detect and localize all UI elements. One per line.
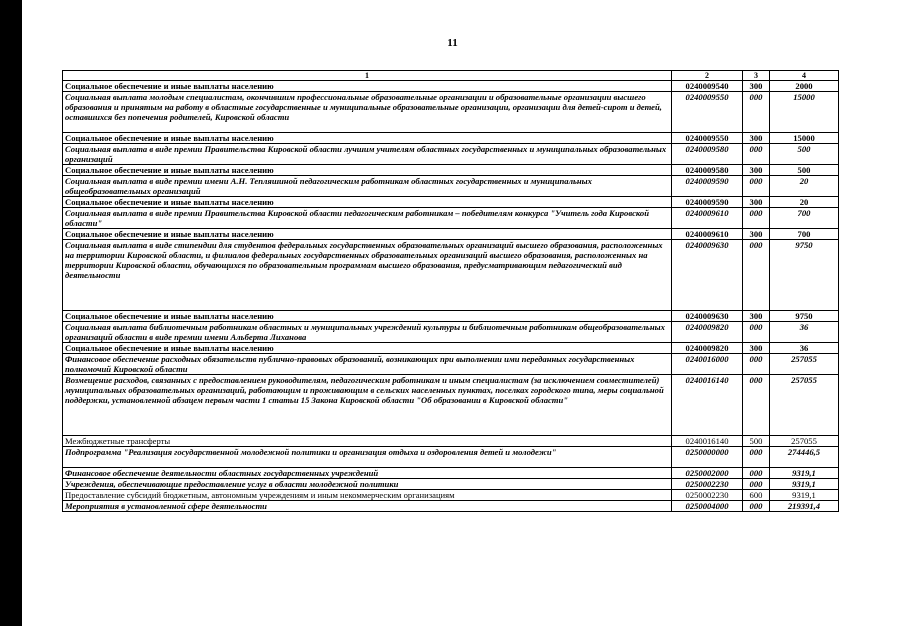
row-type: 000	[743, 501, 770, 512]
row-sum: 257055	[770, 436, 839, 447]
row-type: 000	[743, 479, 770, 490]
row-sum: 20	[770, 197, 839, 208]
table-row	[63, 229, 839, 240]
row-code: 0240009540	[672, 81, 743, 92]
row-type: 000	[743, 354, 770, 375]
table-row	[63, 81, 839, 92]
row-type: 300	[743, 81, 770, 92]
row-sum: 9319,1	[770, 490, 839, 501]
row-code: 0240016000	[672, 354, 743, 375]
page-bottom-margin	[0, 626, 905, 640]
row-sum: 2000	[770, 81, 839, 92]
row-sum: 9319,1	[770, 479, 839, 490]
header-col-4: 4	[770, 71, 839, 81]
row-code: 0240009550	[672, 92, 743, 133]
table-row	[63, 501, 839, 512]
row-code: 0250000000	[672, 447, 743, 468]
row-name: Социальное обеспечение и иные выплаты населению	[63, 165, 672, 176]
row-sum: 219391,4	[770, 501, 839, 512]
row-type: 300	[743, 311, 770, 322]
row-name: Предоставление субсидий бюджетным, автономным учреждениям и иным некоммерческим организациям	[63, 490, 672, 501]
table-row	[63, 343, 839, 354]
row-name: Социальная выплата молодым специалистам, окончившим профессиональные образовательные организации и образовательные организации высшего образования и принятым на работу в областные государственные и муниципальные образовательные организации, организации для детей-сирот и детей, оставшихся без попечения родителей, Кировской области	[63, 92, 672, 133]
row-code: 0240009610	[672, 208, 743, 229]
row-name: Социальная выплата в виде стипендии для студентов федеральных государственных образовательных организаций высшего образования, расположенных на территории Кировской области, и филиалов федеральных государственных образовательных организаций высшего образования, расположенных на территории Кировской области, обучающихся по образовательным программам высшего образования, предусматривающим педагогический вид деятельности	[63, 240, 672, 311]
row-name: Социальная выплата в виде премии Правительства Кировской области педагогическим работникам – победителям конкурса "Учитель года Кировской области"	[63, 208, 672, 229]
row-code: 0250002000	[672, 468, 743, 479]
table-row	[63, 375, 839, 436]
row-sum: 36	[770, 343, 839, 354]
row-type: 300	[743, 229, 770, 240]
row-name: Социальное обеспечение и иные выплаты населению	[63, 133, 672, 144]
row-type: 000	[743, 92, 770, 133]
row-name: Социальное обеспечение и иные выплаты населению	[63, 197, 672, 208]
row-name: Подпрограмма "Реализация государственной молодежной политики и организация отдыха и оздоровления детей и молодежи"	[63, 447, 672, 468]
row-type: 300	[743, 133, 770, 144]
row-sum: 274446,5	[770, 447, 839, 468]
table-row	[63, 144, 839, 165]
row-sum: 500	[770, 165, 839, 176]
header-col-1: 1	[63, 71, 672, 81]
table-row	[63, 468, 839, 479]
row-sum: 700	[770, 229, 839, 240]
row-name: Социальное обеспечение и иные выплаты населению	[63, 81, 672, 92]
row-type: 600	[743, 490, 770, 501]
row-name: Социальная выплата библиотечным работникам областных и муниципальных учреждений культуры и библиотечным работникам общеобразовательных организаций области в виде премии имени Альберта Лиханова	[63, 322, 672, 343]
table-row	[63, 479, 839, 490]
row-sum: 9750	[770, 311, 839, 322]
row-sum: 9319,1	[770, 468, 839, 479]
row-sum: 15000	[770, 133, 839, 144]
row-name: Социальное обеспечение и иные выплаты населению	[63, 343, 672, 354]
row-code: 0250004000	[672, 501, 743, 512]
table-row	[63, 240, 839, 311]
row-name: Мероприятия в установленной сфере деятельности	[63, 501, 672, 512]
table-row	[63, 490, 839, 501]
row-type: 000	[743, 176, 770, 197]
row-name: Социальная выплата в виде премии имени А.Н. Тепляшиной педагогическим работникам областных государственных и муниципальных общеобразовательных организаций	[63, 176, 672, 197]
table-row	[63, 322, 839, 343]
row-sum: 257055	[770, 375, 839, 436]
row-type: 000	[743, 240, 770, 311]
row-type: 000	[743, 208, 770, 229]
row-sum: 36	[770, 322, 839, 343]
row-code: 0250002230	[672, 479, 743, 490]
table-row	[63, 447, 839, 468]
table-row	[63, 133, 839, 144]
header-col-3: 3	[743, 71, 770, 81]
row-type: 000	[743, 144, 770, 165]
row-code: 0240009820	[672, 322, 743, 343]
row-code: 0240009580	[672, 165, 743, 176]
row-sum: 500	[770, 144, 839, 165]
table-header-row	[63, 71, 839, 81]
row-code: 0240016140	[672, 436, 743, 447]
table-row	[63, 176, 839, 197]
row-type: 000	[743, 375, 770, 436]
row-code: 0250002230	[672, 490, 743, 501]
row-code: 0240009820	[672, 343, 743, 354]
row-type: 300	[743, 197, 770, 208]
row-sum: 9750	[770, 240, 839, 311]
row-code: 0240009630	[672, 311, 743, 322]
row-code: 0240016140	[672, 375, 743, 436]
table-row	[63, 197, 839, 208]
row-name: Финансовое обеспечение расходных обязательств публично-правовых образований, возникающих при выполнении ими переданных государственных полномочий Кировской области	[63, 354, 672, 375]
row-code: 0240009630	[672, 240, 743, 311]
row-code: 0240009580	[672, 144, 743, 165]
row-type: 500	[743, 436, 770, 447]
row-name: Финансовое обеспечение деятельности областных государственных учреждений	[63, 468, 672, 479]
header-col-2: 2	[672, 71, 743, 81]
row-type: 000	[743, 468, 770, 479]
row-name: Учреждения, обеспечивающие предоставление услуг в области молодежной политики	[63, 479, 672, 490]
scan-edge	[0, 0, 22, 640]
row-code: 0240009550	[672, 133, 743, 144]
row-sum: 15000	[770, 92, 839, 133]
table-row	[63, 354, 839, 375]
row-name: Социальное обеспечение и иные выплаты населению	[63, 229, 672, 240]
row-name: Межбюджетные трансферты	[63, 436, 672, 447]
budget-table	[62, 70, 839, 512]
row-sum: 700	[770, 208, 839, 229]
row-type: 300	[743, 165, 770, 176]
row-code: 0240009590	[672, 176, 743, 197]
row-code: 0240009590	[672, 197, 743, 208]
row-code: 0240009610	[672, 229, 743, 240]
table-row	[63, 165, 839, 176]
table-row	[63, 208, 839, 229]
row-type: 300	[743, 343, 770, 354]
row-type: 000	[743, 447, 770, 468]
row-name: Социальное обеспечение и иные выплаты населению	[63, 311, 672, 322]
page-number: 11	[447, 37, 458, 49]
row-sum: 20	[770, 176, 839, 197]
row-sum: 257055	[770, 354, 839, 375]
row-type: 000	[743, 322, 770, 343]
row-name: Возмещение расходов, связанных с предоставлением руководителям, педагогическим работникам и иным специалистам (за исключением совместителей) муниципальных образовательных организаций, работающим и проживающим в сельских населенных пунктах, поселках городского типа, меры социальной поддержки, установленной абзацем первым части 1 статьи 15 Закона Кировской области "Об образовании в Кировской области"	[63, 375, 672, 436]
table-row	[63, 92, 839, 133]
row-name: Социальная выплата в виде премии Правительства Кировской области лучшим учителям областных государственных и муниципальных образовательных организаций	[63, 144, 672, 165]
table-row	[63, 436, 839, 447]
table-row	[63, 311, 839, 322]
